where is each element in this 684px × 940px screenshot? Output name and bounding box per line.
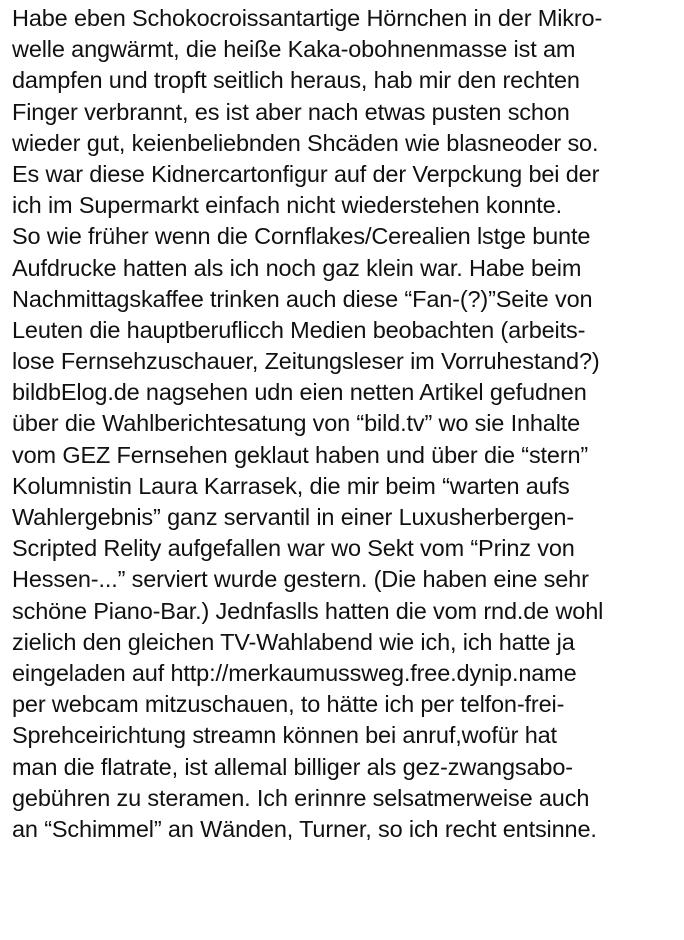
text-line: Leuten die hauptberuflicch Medien beobachten (arbeits- xyxy=(12,316,586,343)
text-line: Nachmittagskaffee trinken auch diese “Fan-(?)”Seite von xyxy=(12,285,593,312)
text-line: gebühren zu steramen. Ich erinnre selsatmerweise auch xyxy=(12,784,590,811)
text-line: über die Wahlberichtesatung von “bild.tv” wo sie Inhalte xyxy=(12,410,581,437)
text-line: lose Fernsehzuschauer, Zeitungsleser im Vorruhestand?) xyxy=(12,348,600,375)
text-line: eingeladen auf http://merkaumussweg.free.dynip.name xyxy=(12,659,577,686)
text-line: vom GEZ Fernsehen geklaut haben und über die “stern” xyxy=(12,441,589,468)
text-line: Wahlergebnis” ganz servantil in einer Luxusherbergen- xyxy=(12,504,575,530)
text-line: wieder gut, keienbeliebnden Shcäden wie blasneoder so. xyxy=(12,129,599,156)
body-text xyxy=(12,3,680,845)
text-line: So wie früher wenn die Cornflakes/Cerealien lstge bunte xyxy=(12,223,591,250)
text-line: Es war diese Kidnercartonfigur auf der Verpckung bei der xyxy=(12,160,600,187)
text-line: Finger verbrannt, es ist aber nach etwas pusten schon xyxy=(12,98,570,125)
text-line: an “Schimmel” an Wänden, Turner, so ich recht entsinne. xyxy=(12,815,597,842)
text-line: zielich den gleichen TV-Wahlabend wie ich, ich hatte ja xyxy=(12,628,575,655)
text-line: dampfen und tropft seitlich heraus, hab mir den rechten xyxy=(12,67,580,94)
text-line: ich im Supermarkt einfach nicht wiederstehen konnte. xyxy=(12,192,562,219)
text-line: schöne Piano-Bar.) Jednfaslls hatten die vom rnd.de wohl xyxy=(12,597,604,624)
text-line: per webcam mitzuschauen, to hätte ich per telfon-frei- xyxy=(12,691,565,718)
text-line: Kolumnistin Laura Karrasek, die mir beim “warten aufs xyxy=(12,472,570,499)
text-line: Habe eben Schokocroissantartige Hörnchen in der Mikro- xyxy=(12,5,603,31)
text-line: Sprehceirichtung streamn können bei anruf,wofür hat xyxy=(12,722,557,749)
text-line: man die flatrate, ist allemal billiger als gez-zwangsabo- xyxy=(12,753,573,780)
text-line: Scripted Relity aufgefallen war wo Sekt vom “Prinz von xyxy=(12,535,575,562)
text-line: Hessen-...” serviert wurde gestern. (Die haben eine sehr xyxy=(12,566,589,593)
text-line: Aufdrucke hatten als ich noch gaz klein war. Habe beim xyxy=(12,254,582,281)
text-line: bildbElog.de nagsehen udn eien netten Artikel gefudnen xyxy=(12,379,587,406)
text-line: welle angwärmt, die heiße Kaka-obohnenmasse ist am xyxy=(12,36,576,63)
